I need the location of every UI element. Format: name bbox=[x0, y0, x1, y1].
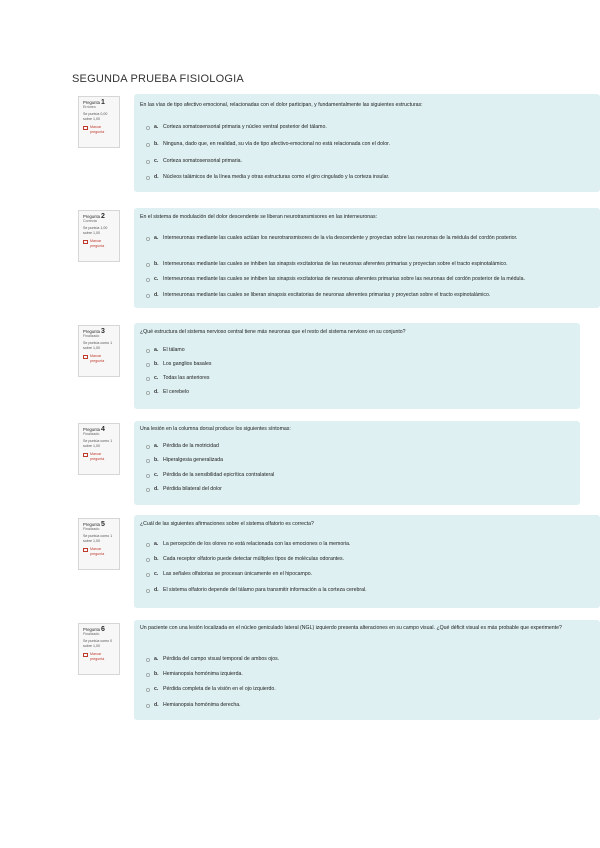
answer-option[interactable] bbox=[146, 571, 592, 578]
question-state: Erróneo bbox=[83, 105, 96, 109]
option-text: Interneuronas mediante las cuales se inhiben las sinapsis excitatorias de neuronas aferentes primarias sobre las neuronas del cordón posterior de la médula. bbox=[163, 276, 525, 282]
option-letter: d. bbox=[154, 174, 159, 180]
radio-button[interactable] bbox=[146, 658, 150, 662]
option-text: Hemianopsia homónima derecha. bbox=[163, 702, 241, 708]
flag-label: Marcar pregunta bbox=[90, 239, 105, 248]
option-letter: d. bbox=[154, 389, 159, 395]
option-text: El tálamo bbox=[163, 347, 185, 353]
question-num: 6 bbox=[101, 626, 105, 633]
question-label: Pregunta bbox=[83, 627, 100, 632]
question-state: Finalizado bbox=[83, 334, 100, 338]
question-info bbox=[78, 423, 120, 475]
option-letter: d. bbox=[154, 587, 159, 593]
question-content bbox=[134, 208, 600, 308]
option-text: Pérdida bilateral del dolor bbox=[163, 486, 222, 492]
radio-button[interactable] bbox=[146, 704, 150, 708]
answer-option[interactable] bbox=[146, 389, 572, 396]
option-letter: c. bbox=[154, 276, 159, 282]
flag-icon bbox=[83, 240, 88, 244]
option-text: Interneuronas mediante las cuales se liberan sinapsis excitatorias de neuronas aferentes primarias y proyectan sobre el tracto espinotalámico. bbox=[163, 292, 491, 298]
question-label: Pregunta bbox=[83, 427, 100, 432]
flag-label: Marcar pregunta bbox=[90, 125, 105, 134]
question-grade: Se puntúa como 0 sobre 1,00 bbox=[83, 639, 113, 648]
option-text: Hemianopsia homónima izquierda. bbox=[163, 671, 243, 677]
answer-option[interactable] bbox=[146, 235, 592, 242]
radio-button[interactable] bbox=[146, 160, 150, 164]
option-letter: a. bbox=[154, 124, 159, 130]
question-info bbox=[78, 210, 120, 262]
question-num: 1 bbox=[101, 99, 105, 106]
question-state: Finalizado bbox=[83, 632, 100, 636]
option-letter: a. bbox=[154, 656, 159, 662]
radio-button[interactable] bbox=[146, 459, 150, 463]
option-letter: b. bbox=[154, 261, 159, 267]
option-letter: b. bbox=[154, 141, 159, 147]
answer-option[interactable] bbox=[146, 124, 592, 131]
option-letter: b. bbox=[154, 457, 159, 463]
option-letter: c. bbox=[154, 571, 159, 577]
answer-option[interactable] bbox=[146, 347, 572, 354]
question-content bbox=[134, 94, 600, 192]
answer-option[interactable] bbox=[146, 443, 572, 450]
question-info bbox=[78, 325, 120, 377]
option-text: Cada receptor olfatorio puede detectar múltiples tipos de moléculas odorantes. bbox=[163, 556, 345, 562]
question-info bbox=[78, 518, 120, 570]
question-grade: Se puntúa 1,00 sobre 1,00 bbox=[83, 226, 108, 235]
answer-option[interactable] bbox=[146, 261, 592, 268]
question-grade: Se puntúa 0,00 sobre 1,00 bbox=[83, 112, 108, 121]
option-text: Corteza somatosensorial primaria. bbox=[163, 158, 242, 164]
answer-option[interactable] bbox=[146, 457, 572, 464]
radio-button[interactable] bbox=[146, 294, 150, 298]
flag-question-link[interactable] bbox=[83, 547, 115, 557]
question-grade: Se puntúa como 1 sobre 1,00 bbox=[83, 534, 113, 543]
page-title: SEGUNDA PRUEBA FISIOLOGIA bbox=[72, 73, 244, 85]
option-letter: d. bbox=[154, 702, 159, 708]
option-letter: b. bbox=[154, 361, 159, 367]
option-text: Núcleos talámicos de la línea media y otras estructuras como el giro cingulado y la corteza insular. bbox=[163, 174, 390, 180]
flag-label: Marcar pregunta bbox=[90, 452, 105, 461]
option-text: Todas las anteriores bbox=[163, 375, 210, 381]
radio-button[interactable] bbox=[146, 126, 150, 130]
question-num: 4 bbox=[101, 426, 105, 433]
option-letter: c. bbox=[154, 686, 159, 692]
question-state: Correcta bbox=[83, 219, 97, 223]
flag-question-link[interactable] bbox=[83, 125, 115, 135]
answer-option[interactable] bbox=[146, 486, 572, 493]
question-num: 5 bbox=[101, 521, 105, 528]
option-letter: b. bbox=[154, 556, 159, 562]
answer-option[interactable] bbox=[146, 541, 592, 548]
option-text: El cerebelo bbox=[163, 389, 189, 395]
flag-label: Marcar pregunta bbox=[90, 652, 105, 661]
question-content bbox=[134, 620, 600, 720]
option-text: Interneuronas mediante las cuales se inhiben las sinapsis excitatorias de las neuronas aferentes primarias y proyectan sobre el tracto espinotalámico. bbox=[163, 261, 508, 267]
option-text: Interneuronas mediante las cuales actúan los neurotransmisores de la vía descendente y proyectan sobre las neuronas de la médula del cordón posterior. bbox=[163, 235, 518, 241]
radio-button[interactable] bbox=[146, 363, 150, 367]
option-text: Hiperalgesia generalizada bbox=[163, 457, 223, 463]
radio-button[interactable] bbox=[146, 445, 150, 449]
flag-question-link[interactable] bbox=[83, 652, 115, 662]
radio-button[interactable] bbox=[146, 543, 150, 547]
flag-question-link[interactable] bbox=[83, 354, 115, 364]
option-letter: c. bbox=[154, 158, 159, 164]
option-text: Corteza somatosensorial primaria y núcleo ventral posterior del tálamo. bbox=[163, 124, 327, 130]
question-text: ¿Cuál de las siguientes afirmaciones sobre el sistema olfatorio es correcta? bbox=[140, 521, 314, 527]
option-letter: a. bbox=[154, 347, 159, 353]
option-text: Pérdida del campo visual temporal de ambos ojos. bbox=[163, 656, 280, 662]
answer-option[interactable] bbox=[146, 174, 592, 181]
flag-icon bbox=[83, 548, 88, 552]
answer-option[interactable] bbox=[146, 158, 592, 165]
option-text: Pérdida completa de la visión en el ojo izquierdo. bbox=[163, 686, 276, 692]
question-text: En las vías de tipo afectivo emocional, relacionadas con el dolor participan, y fundamentalmente las siguientes estructuras: bbox=[140, 102, 423, 108]
answer-option[interactable] bbox=[146, 556, 592, 563]
question-text: ¿Qué estructura del sistema nervioso central tiene más neuronas que el resto del sistema nervioso en su conjunto? bbox=[140, 329, 406, 335]
radio-button[interactable] bbox=[146, 391, 150, 395]
question-num: 2 bbox=[101, 213, 105, 220]
answer-option[interactable] bbox=[146, 472, 572, 479]
question-label: Pregunta bbox=[83, 329, 100, 334]
radio-button[interactable] bbox=[146, 589, 150, 593]
radio-button[interactable] bbox=[146, 176, 150, 180]
option-letter: a. bbox=[154, 541, 159, 547]
answer-option[interactable] bbox=[146, 656, 592, 663]
answer-option[interactable] bbox=[146, 375, 572, 382]
option-letter: a. bbox=[154, 443, 159, 449]
question-text: En el sistema de modulación del dolor descendente se liberan neurotransmisores en las interneuronas: bbox=[140, 214, 378, 220]
option-letter: c. bbox=[154, 472, 159, 478]
flag-icon bbox=[83, 453, 88, 457]
answer-option[interactable] bbox=[146, 686, 592, 693]
question-grade: Se puntúa como 1 sobre 1,00 bbox=[83, 439, 113, 448]
question-state: Finalizado bbox=[83, 432, 100, 436]
option-letter: c. bbox=[154, 375, 159, 381]
answer-option[interactable] bbox=[146, 361, 572, 368]
question-text: Una lesión en la columna dorsal produce los siguientes síntomas: bbox=[140, 426, 291, 432]
flag-label: Marcar pregunta bbox=[90, 354, 105, 363]
radio-button[interactable] bbox=[146, 488, 150, 492]
question-label: Pregunta bbox=[83, 100, 100, 105]
question-info bbox=[78, 96, 120, 148]
question-num: 3 bbox=[101, 328, 105, 335]
question-state: Finalizado bbox=[83, 527, 100, 531]
option-text: Los ganglios basales bbox=[163, 361, 212, 367]
flag-question-link[interactable] bbox=[83, 452, 115, 462]
question-content bbox=[134, 323, 580, 409]
question-label: Pregunta bbox=[83, 214, 100, 219]
option-text: Las señales olfatorias se procesan únicamente en el hipocampo. bbox=[163, 571, 313, 577]
radio-button[interactable] bbox=[146, 673, 150, 677]
question-info bbox=[78, 623, 120, 675]
radio-button[interactable] bbox=[146, 143, 150, 147]
flag-icon bbox=[83, 355, 88, 359]
radio-button[interactable] bbox=[146, 349, 150, 353]
question-label: Pregunta bbox=[83, 522, 100, 527]
option-letter: a. bbox=[154, 235, 159, 241]
flag-label: Marcar pregunta bbox=[90, 547, 105, 556]
option-letter: b. bbox=[154, 671, 159, 677]
option-text: El sistema olfatorio depende del tálamo para transmitir información a la corteza cerebral. bbox=[163, 587, 367, 593]
radio-button[interactable] bbox=[146, 573, 150, 577]
option-text: La percepción de los olores no está relacionada con las emociones o la memoria. bbox=[163, 541, 351, 547]
radio-button[interactable] bbox=[146, 474, 150, 478]
answer-option[interactable] bbox=[146, 276, 592, 283]
radio-button[interactable] bbox=[146, 278, 150, 282]
answer-option[interactable] bbox=[146, 587, 592, 594]
answer-option[interactable] bbox=[146, 292, 592, 299]
option-letter: d. bbox=[154, 292, 159, 298]
question-text: Un paciente con una lesión localizada en el núcleo geniculado lateral (NGL) izquierdo presenta alteraciones en su campo visual. ¿Qué déficit visual es más probable que experimente? bbox=[140, 625, 562, 631]
question-content bbox=[134, 515, 600, 608]
option-text: Pérdida de la motricidad bbox=[163, 443, 219, 449]
question-grade: Se puntúa como 1 sobre 1,00 bbox=[83, 341, 113, 350]
radio-button[interactable] bbox=[146, 558, 150, 562]
radio-button[interactable] bbox=[146, 263, 150, 267]
answer-option[interactable] bbox=[146, 702, 592, 709]
radio-button[interactable] bbox=[146, 377, 150, 381]
flag-question-link[interactable] bbox=[83, 239, 115, 249]
question-content bbox=[134, 421, 580, 505]
flag-icon bbox=[83, 653, 88, 657]
option-text: Pérdida de la sensibilidad epicrítica contralateral bbox=[163, 472, 275, 478]
option-letter: d. bbox=[154, 486, 159, 492]
radio-button[interactable] bbox=[146, 237, 150, 241]
answer-option[interactable] bbox=[146, 141, 592, 148]
radio-button[interactable] bbox=[146, 688, 150, 692]
answer-option[interactable] bbox=[146, 671, 592, 678]
option-text: Ninguna, dado que, en realidad, su vía de tipo afectivo-emocional no está relacionada con el dolor. bbox=[163, 141, 390, 147]
flag-icon bbox=[83, 126, 88, 130]
